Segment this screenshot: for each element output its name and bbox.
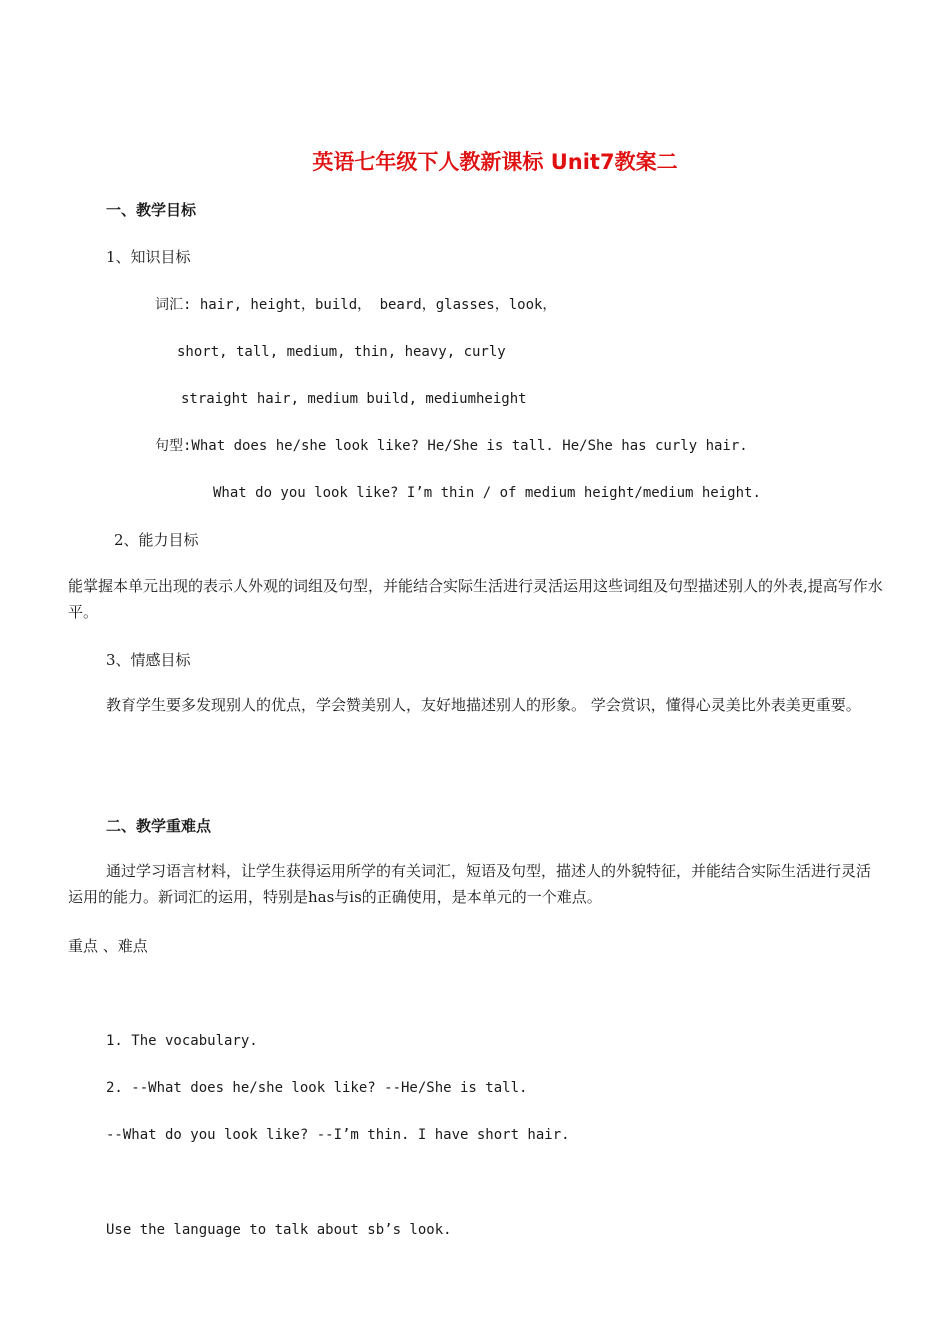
ability-objective-heading: 2、能力目标 [114,531,199,549]
section-heading-objectives: 一、教学目标 [106,201,197,219]
emotion-objective-text: 教育学生要多发现别人的优点，学会赞美别人，友好地描述别人的形象。 学会赏识，懂得心灵美比外表美更重要。 [106,696,861,714]
key-point-2: 2. --What does he/she look like? --He/She is tall. [106,1080,528,1096]
key-point-4: Use the language to talk about sb’s look. [106,1222,452,1238]
emotion-objective-heading: 3、情感目标 [106,651,191,669]
sentence-pattern-line-2: What do you look like? I’m thin / of medium height/medium height. [213,485,761,501]
key-point-1: 1. The vocabulary. [106,1033,258,1049]
vocabulary-line-3: straight hair, medium build, mediumheight [181,391,527,407]
key-points-text: 通过学习语言材料，让学生获得运用所学的有关词汇，短语及句型，描述人的外貌特征，并能结合实际生活进行灵活运用的能力。新词汇的运用，特别是has与is的正确使用，是本单元的一个难点。 [68,862,872,906]
vocabulary-line-1: 词汇: hair, height，build， beard，glasses，look， [155,297,557,313]
key-difficult-label: 重点 、难点 [68,937,148,955]
vocabulary-line-2: short, tall, medium, thin, heavy, curly [177,344,506,360]
document-title: 英语七年级下人教新课标 Unit7教案二 [312,150,678,174]
ability-objective-text: 能掌握本单元出现的表示人外观的词组及句型，并能结合实际生活进行灵活运用这些词组及句型描述别人的外表,提高写作水平。 [68,577,883,621]
key-point-3: --What do you look like? --I’m thin. I have short hair. [106,1127,570,1143]
knowledge-objective-heading: 1、知识目标 [106,248,191,266]
sentence-pattern-line-1: 句型:What does he/she look like? He/She is tall. He/She has curly hair. [155,438,748,454]
section-heading-key-points: 二、教学重难点 [106,817,212,835]
